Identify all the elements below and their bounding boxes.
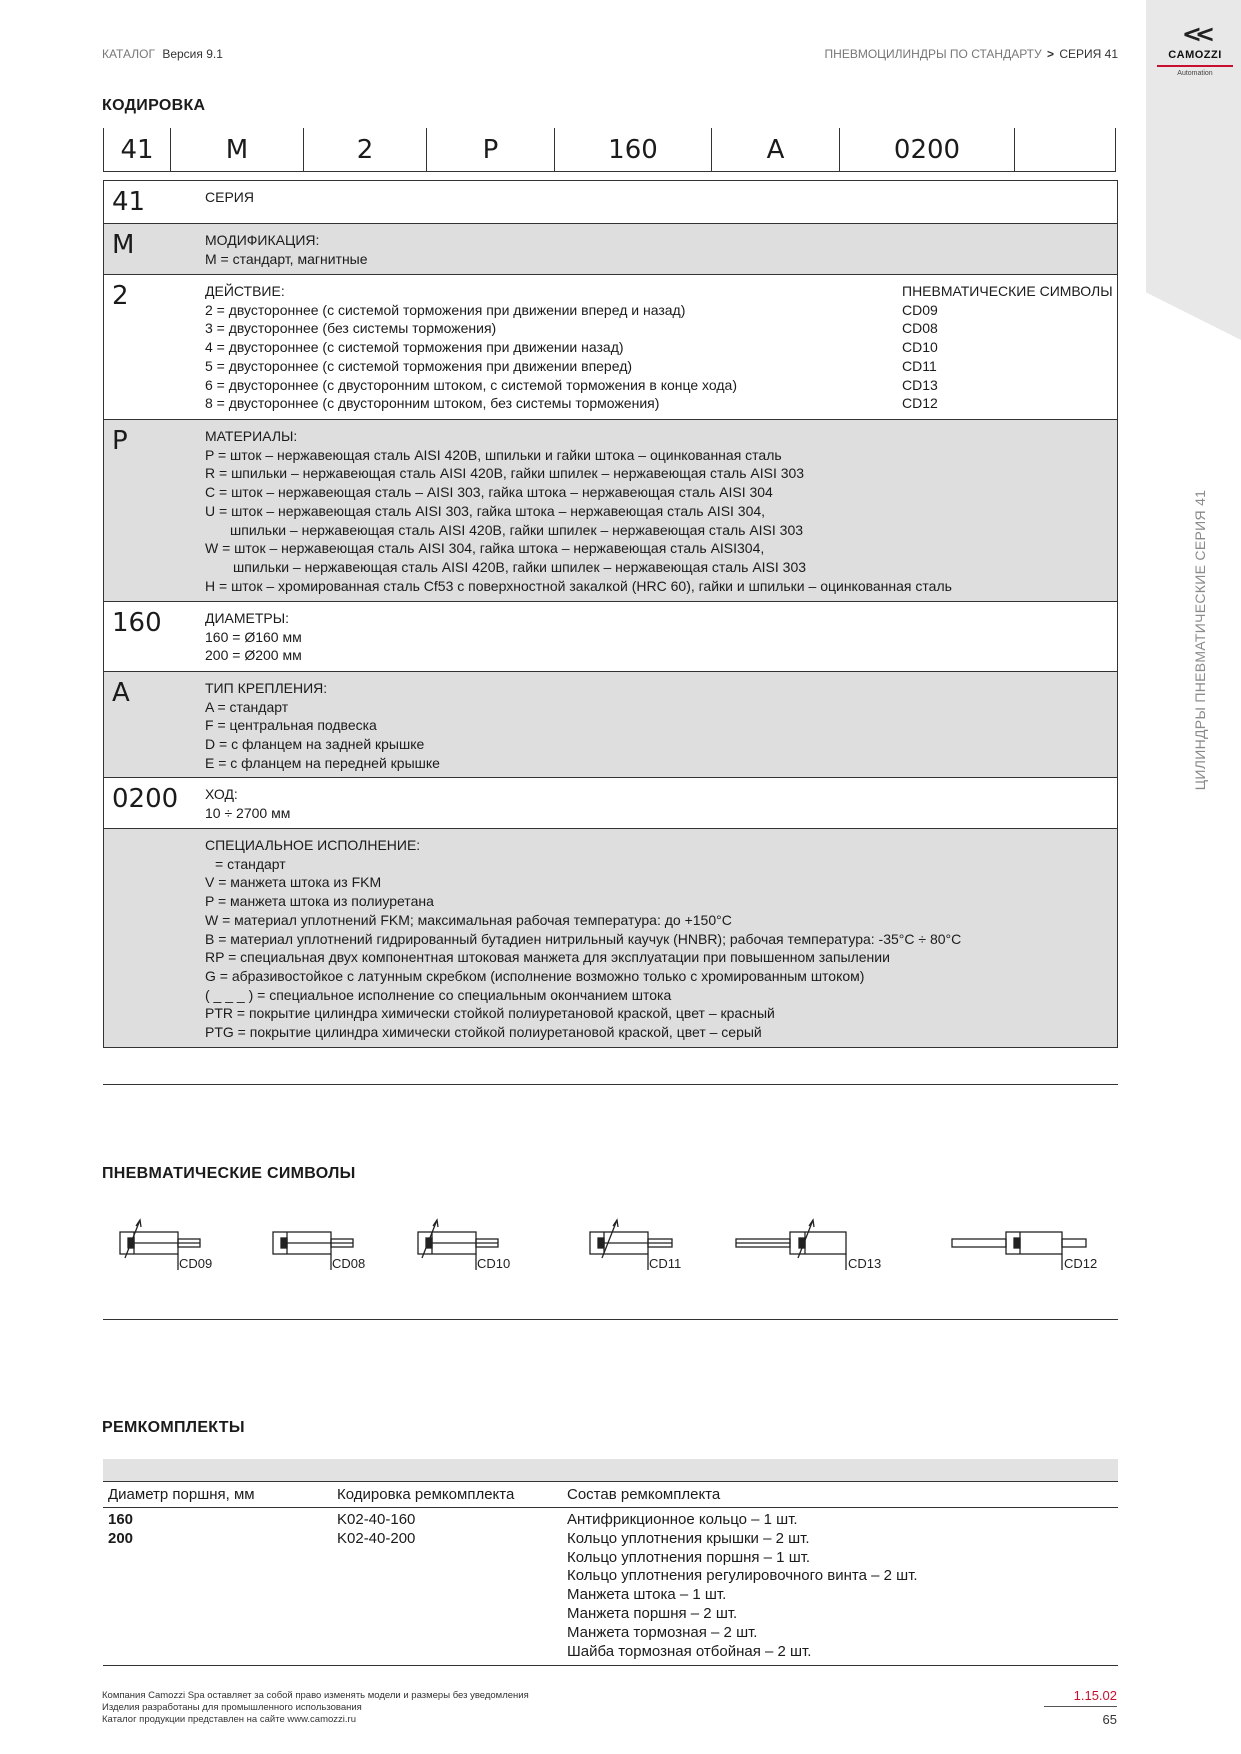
action-symbol-code[interactable]: CD12 [902,395,938,412]
camozzi-logo[interactable] [1153,22,1237,77]
coding-row-body [205,672,1117,773]
coding-line: 2 = двустороннее (с системой торможения при движении вперед и назад) [205,301,686,318]
coding-row-mounting [104,672,1117,778]
kit-col-diameter: Диаметр поршня, мм [108,1486,255,1503]
kit-col-contents: Состав ремкомплекта [567,1486,721,1503]
section-divider [103,1319,1118,1320]
coding-row-code: 2 [112,281,129,311]
coding-row-body [205,181,1117,207]
coding-line: = стандарт [215,855,286,872]
coding-line: 5 = двустороннее (с системой торможения при движении вперед) [205,357,633,374]
action-symbols-column [902,282,1113,413]
code-example-cell: 2 [304,128,427,172]
coding-line: 3 = двустороннее (без системы торможения) [205,320,497,337]
coding-line: ХОД: [205,786,238,802]
kit-code: K02-40-200 [337,1529,416,1547]
coding-line: ТИП КРЕПЛЕНИЯ: [205,680,328,696]
coding-row-diameters [104,602,1117,672]
coding-line: 10 ÷ 2700 мм [205,804,291,821]
coding-line: F = центральная подвеска [205,717,377,734]
catalog-label: КАТАЛОГ [102,47,155,61]
kit-item: Антифрикционное кольцо – 1 шт. [567,1511,798,1528]
coding-line: P = манжета штока из полиуретана [205,893,434,910]
kit-item: Шайба тормозная отбойная – 2 шт. [567,1642,812,1660]
coding-row-stroke [104,778,1117,829]
kit-item: Кольцо уплотнения поршня – 1 шт. [567,1548,811,1566]
kit-diameter: 160 [108,1511,134,1528]
kit-item: Кольцо уплотнения крышки – 2 шт. [567,1529,810,1547]
symbol-label: CD12 [1064,1256,1098,1271]
coding-line: 200 = Ø200 мм [205,647,302,664]
action-symbol-code[interactable]: CD11 [902,357,937,374]
coding-line: ДЕЙСТВИЕ: [205,283,285,299]
kit-item: Манжета штока – 1 шт. [567,1586,727,1604]
coding-line: P = шток – нержавеющая сталь AISI 420B, шпильки и гайки штока – оцинкованная сталь [205,446,782,463]
symbol-label: CD11 [649,1256,682,1271]
repair-kits-title: РЕМКОМПЛЕКТЫ [102,1419,245,1436]
brand-name: CAMOZZI [1157,49,1233,67]
symbol-cd11-icon[interactable] [590,1220,681,1271]
coding-row-action [104,275,1117,420]
coding-line: R = шпильки – нержавеющая сталь AISI 420B, гайки шпилек – нержавеющая сталь AISI 303 [205,465,805,482]
symbol-cd13-icon[interactable] [736,1220,881,1271]
coding-line: 8 = двустороннее (с двусторонним штоком, без системы торможения) [205,395,660,412]
coding-line: RP = специальная двух компонентная штоковая манжета для эксплуатации при повышенном запылении [205,949,890,966]
symbol-label: CD08 [332,1256,366,1271]
footer-line: Изделия разработаны для промышленного использования [102,1702,362,1713]
code-example-cell: A [712,128,840,172]
coding-row-code: 160 [112,608,162,638]
coding-line: W = материал уплотнений FKM; максимальная рабочая температура: до +150°C [205,911,732,928]
coding-line: МОДИФИКАЦИЯ: [205,232,320,248]
coding-line: H = шток – хромированная сталь Cf53 с поверхностной закалкой (HRC 60), гайки и шпильки – оцинкованная сталь [205,577,952,594]
breadcrumb-series: СЕРИЯ 41 [1059,47,1118,61]
code-example-cell: 0200 [840,128,1015,172]
code-example-cell: 160 [555,128,712,172]
coding-row-body [205,778,1117,822]
coding-line: M = стандарт, магнитные [205,250,368,267]
coding-line: PTG = покрытие цилиндра химически стойкой полиуретановой краской, цвет – серый [205,1024,762,1041]
kit-col-code: Кодировка ремкомплекта [337,1486,515,1503]
coding-row-code: P [112,426,128,456]
breadcrumb-separator: > [1046,47,1054,61]
coding-line: A = стандарт [205,698,289,715]
kit-table-header [103,1481,1118,1508]
coding-row-code: M [112,230,135,260]
coding-row-materials [104,420,1117,602]
symbol-cd09-icon[interactable] [120,1220,212,1271]
coding-row-modification [104,224,1117,275]
coding-row-code: A [112,678,130,708]
brand-tagline: Automation [1177,70,1213,77]
coding-row-special [104,829,1117,1047]
code-example-cell: P [427,128,555,172]
symbol-label: CD13 [848,1256,882,1271]
kit-diameter: 200 [108,1529,134,1547]
footer-notes [102,1690,529,1726]
coding-row-body [205,224,1117,268]
page-number: 65 [1102,1712,1117,1727]
coding-line: шпильки – нержавеющая сталь AISI 420B, гайки шпилек – нержавеющая сталь AISI 303 [233,558,807,575]
symbol-cd08-icon[interactable] [273,1232,365,1271]
code-example-row [103,128,1116,172]
coding-row-series [104,181,1117,224]
catalog-header [102,47,223,61]
coding-row-code: 41 [112,187,146,217]
kit-codes [337,1511,415,1549]
coding-line: СЕРИЯ [205,189,254,205]
coding-line: E = с фланцем на передней крышке [205,754,440,771]
coding-line: 6 = двустороннее (с двусторонним штоком, с системой торможения в конце хода) [205,376,737,393]
coding-line: G = абразивостойкое с латунным скребком (исполнение возможно только с хромированным штоком) [205,967,865,984]
action-symbols-title: ПНЕВМАТИЧЕСКИЕ СИМВОЛЫ [902,283,1113,299]
kit-table-body [103,1508,1118,1666]
coding-row-code: 0200 [112,784,179,814]
footer-line: Компания Camozzi Spa оставляет за собой право изменять модели и размеры без уведомления [102,1690,529,1701]
symbol-label: CD10 [477,1256,511,1271]
code-example-cell: M [171,128,304,172]
coding-line: ДИАМЕТРЫ: [205,610,290,626]
breadcrumb-section[interactable]: ПНЕВМОЦИЛИНДРЫ ПО СТАНДАРТУ [824,47,1042,61]
breadcrumb [825,47,1118,61]
coding-line: ( _ _ _ ) = специальное исполнение со специальным окончанием штока [205,986,672,1003]
symbol-cd12-icon[interactable] [952,1232,1097,1271]
action-symbol-code[interactable]: CD13 [902,376,938,393]
coding-row-body [205,829,1117,1042]
coding-line: B = материал уплотнений гидрированный бутадиен нитрильный каучук (HNBR); рабочая температура: -35°C ÷ 80°C [205,930,962,947]
action-symbol-code[interactable]: CD08 [902,320,938,337]
symbol-label: CD09 [179,1256,213,1271]
kit-diameters [108,1511,133,1549]
catalog-version: Версия 9.1 [162,47,223,61]
coding-line: W = шток – нержавеющая сталь AISI 304, гайка штока – нержавеющая сталь AISI304, [205,540,765,557]
coding-line: PTR = покрытие цилиндра химически стойкой полиуретановой краской, цвет – красный [205,1005,775,1022]
pneumatic-symbols [0,1200,1241,1290]
coding-line: C = шток – нержавеющая сталь – AISI 303, гайка штока – нержавеющая сталь AISI 304 [205,484,773,501]
kit-item: Манжета тормозная – 2 шт. [567,1623,758,1641]
coding-line: МАТЕРИАЛЫ: [205,428,298,444]
kit-code: K02-40-160 [337,1511,416,1528]
coding-line: СПЕЦИАЛЬНОЕ ИСПОЛНЕНИЕ: [205,837,421,853]
kit-item: Манжета поршня – 2 шт. [567,1604,738,1622]
coding-line: U = шток – нержавеющая сталь AISI 303, гайка штока – нержавеющая сталь AISI 304, [205,502,766,519]
footer-line[interactable]: Каталог продукции представлен на сайте www.camozzi.ru [102,1714,356,1725]
camozzi-mark-icon: << [1181,20,1209,48]
coding-row-body [205,602,1117,665]
section-divider [103,1084,1118,1085]
symbols-title: ПНЕВМАТИЧЕСКИЕ СИМВОЛЫ [102,1165,356,1182]
coding-title: КОДИРОВКА [102,97,206,114]
coding-line: 4 = двустороннее (с системой торможения при движении назад) [205,339,624,356]
coding-line: 160 = Ø160 мм [205,628,302,645]
code-example-cell [1015,128,1116,172]
kit-contents [567,1511,918,1661]
coding-row-body [205,420,1117,595]
kit-header-band [103,1459,1118,1481]
coding-line: V = манжета штока из FKM [205,874,382,891]
symbol-cd10-icon[interactable] [418,1220,510,1271]
action-symbol-code[interactable]: CD09 [902,301,938,318]
coding-line: D = с фланцем на задней крышке [205,736,425,753]
section-code: 1.15.02 [1044,1688,1117,1707]
kit-item: Кольцо уплотнения регулировочного винта – 2 шт. [567,1567,918,1585]
code-example-cell: 41 [103,128,171,172]
side-label: ЦИЛИНДРЫ ПНЕВМАТИЧЕСКИЕ СЕРИЯ 41 [1192,489,1208,791]
coding-line: шпильки – нержавеющая сталь AISI 420B, гайки шпилек – нержавеющая сталь AISI 303 [230,521,804,538]
coding-table [103,180,1118,1048]
action-symbol-code[interactable]: CD10 [902,339,938,356]
